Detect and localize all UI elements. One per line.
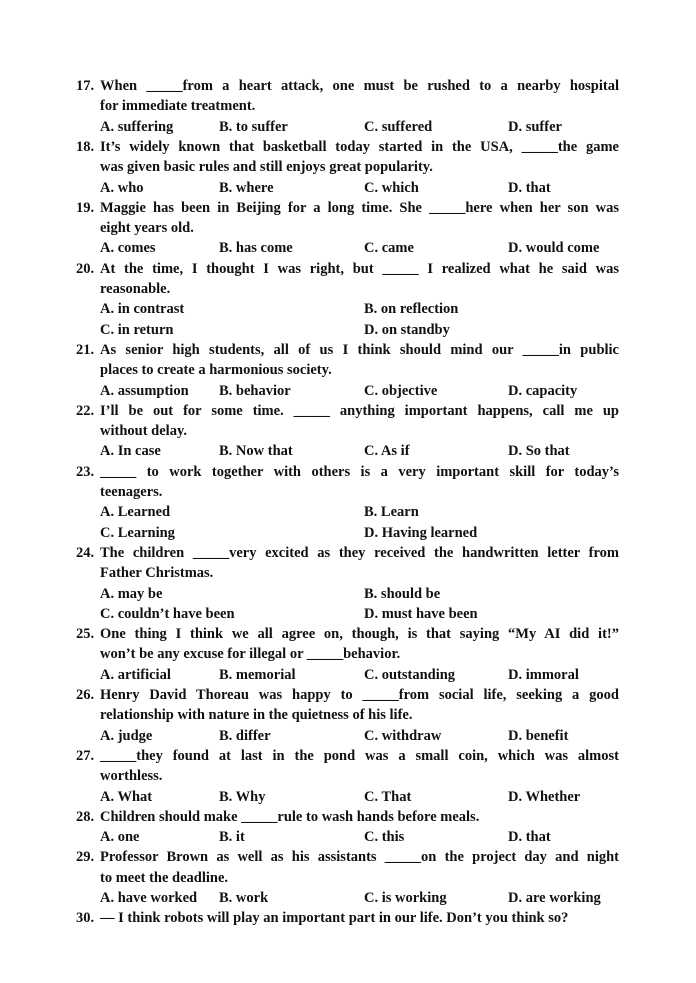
question-text: _____ to work together with others is a very important skill for today’s	[100, 463, 619, 480]
question-number: 29.	[76, 849, 95, 866]
question-stem	[76, 543, 619, 563]
question-number: 22.	[76, 402, 95, 419]
question-number: 18.	[76, 138, 95, 155]
question-text-continued: to meet the deadline.	[100, 869, 229, 886]
answer-option: B. work	[219, 890, 269, 906]
answer-option: D. suffer	[508, 118, 562, 135]
question-text: Children should make _____rule to wash hands before meals.	[100, 808, 480, 825]
question-text: — I think robots will play an important part in our life. Don’t you think so?	[100, 910, 569, 927]
question-text-continued: was given basic rules and still enjoys great popularity.	[100, 159, 433, 176]
question-number: 24.	[76, 544, 95, 561]
question-number: 25.	[76, 626, 95, 643]
question-text-continued: for immediate treatment.	[100, 98, 256, 115]
answer-option: D. Whether	[508, 788, 581, 805]
answer-option: C. suffered	[364, 118, 433, 135]
answer-option: C. came	[364, 240, 414, 257]
question-text: The children _____very excited as they received the handwritten letter from	[100, 544, 619, 561]
question-number: 23.	[76, 463, 95, 480]
question-text: Maggie has been in Beijing for a long time. She _____here when her son was	[100, 199, 619, 216]
answer-option: C. outstanding	[364, 666, 456, 683]
answer-option: A. one	[100, 829, 140, 846]
question-number: 17.	[76, 78, 95, 94]
answer-option: A. assumption	[100, 382, 189, 399]
question-text-continued: places to create a harmonious society.	[100, 362, 332, 379]
answer-option: D. on standby	[364, 321, 450, 338]
question-text: Professor Brown as well as his assistants _____on the project day and night	[100, 849, 619, 866]
answer-option: C. couldn’t have been	[100, 605, 235, 622]
answer-option: A. may be	[100, 585, 163, 602]
question-number: 26.	[76, 687, 95, 703]
answer-option: B. it	[219, 829, 245, 846]
question-text: When _____from a heart attack, one must be rushed to a nearby hospital	[100, 78, 619, 94]
question-text: As senior high students, all of us I think should mind our _____in public	[100, 341, 619, 358]
answer-option: B. differ	[219, 727, 271, 744]
answer-option: D. that	[508, 179, 551, 196]
answer-option: D. Having learned	[364, 524, 478, 541]
answer-option: C. As if	[364, 443, 410, 460]
question-stem	[76, 137, 619, 157]
question-text: _____they found at last in the pond was a small coin, which was almost	[100, 747, 619, 764]
answer-option: A. comes	[100, 240, 156, 257]
answer-option: A. in contrast	[100, 301, 185, 318]
question-text-continued: reasonable.	[100, 281, 171, 297]
question-text-continued: eight years old.	[100, 220, 194, 237]
answer-option: C. which	[364, 179, 419, 196]
answer-option: B. Learn	[364, 504, 419, 521]
answer-option: C. in return	[100, 321, 174, 338]
question-text: One thing I think we all agree on, though, is that saying “My AI did it!”	[100, 626, 619, 643]
answer-option: B. Now that	[219, 443, 293, 460]
answer-option: A. What	[100, 788, 153, 805]
question-stem	[76, 462, 619, 482]
answer-option: A. artificial	[100, 666, 171, 683]
question-stem	[76, 624, 619, 644]
question-text-continued: without delay.	[100, 423, 188, 440]
question-text: Henry David Thoreau was happy to _____from social life, seeking a good	[100, 687, 619, 703]
question-stem	[76, 401, 619, 421]
question-text-continued: won’t be any excuse for illegal or _____behavior.	[100, 646, 401, 663]
answer-option: A. Learned	[100, 504, 171, 521]
answer-option: D. that	[508, 829, 551, 846]
answer-option: C. Learning	[100, 524, 175, 541]
answer-option: A. judge	[100, 727, 153, 744]
question-text-continued: teenagers.	[100, 484, 163, 500]
question-stem	[76, 340, 619, 360]
answer-option: D. So that	[508, 443, 570, 460]
question-stem	[76, 746, 619, 766]
question-stem	[76, 847, 619, 867]
answer-option: A. have worked	[100, 890, 198, 906]
answer-option: D. must have been	[364, 605, 478, 622]
answer-option: B. Why	[219, 788, 266, 805]
answer-option: B. has come	[219, 240, 293, 257]
question-stem	[76, 908, 619, 928]
answer-option: C. is working	[364, 890, 447, 906]
answer-option: D. capacity	[508, 382, 578, 399]
answer-option: B. where	[219, 179, 274, 196]
question-number: 20.	[76, 260, 95, 277]
question-text-continued: Father Christmas.	[100, 565, 214, 582]
answer-option: D. are working	[508, 890, 601, 906]
question-number: 21.	[76, 341, 95, 358]
question-stem	[76, 685, 619, 705]
question-number: 30.	[76, 910, 95, 927]
question-text-continued: relationship with nature in the quietness of his life.	[100, 707, 413, 724]
question-text-continued: worthless.	[100, 768, 163, 785]
question-stem	[76, 198, 619, 218]
answer-option: A. In case	[100, 443, 161, 460]
answer-option: A. who	[100, 179, 144, 196]
question-text: I’ll be out for some time. _____ anything important happens, call me up	[100, 402, 619, 419]
question-number: 27.	[76, 747, 95, 764]
answer-option: C. objective	[364, 382, 438, 399]
answer-option: B. to suffer	[219, 118, 288, 135]
answer-option: B. behavior	[219, 382, 291, 399]
question-number: 28.	[76, 808, 95, 825]
answer-option: C. That	[364, 788, 412, 805]
answer-option: C. this	[364, 829, 405, 846]
question-text: At the time, I thought I was right, but _____ I realized what he said was	[100, 260, 619, 277]
answer-option: D. benefit	[508, 727, 569, 744]
answer-option: B. should be	[364, 585, 441, 602]
answer-option: B. on reflection	[364, 301, 459, 318]
answer-option: D. would come	[508, 240, 600, 257]
answer-option: C. withdraw	[364, 727, 442, 744]
question-stem	[76, 807, 619, 827]
answer-option: D. immoral	[508, 666, 579, 683]
question-number: 19.	[76, 199, 95, 216]
question-stem	[76, 259, 619, 279]
question-text: It’s widely known that basketball today started in the USA, _____the game	[100, 138, 619, 155]
answer-option: A. suffering	[100, 118, 174, 135]
answer-option: B. memorial	[219, 666, 296, 683]
question-stem	[76, 76, 619, 96]
